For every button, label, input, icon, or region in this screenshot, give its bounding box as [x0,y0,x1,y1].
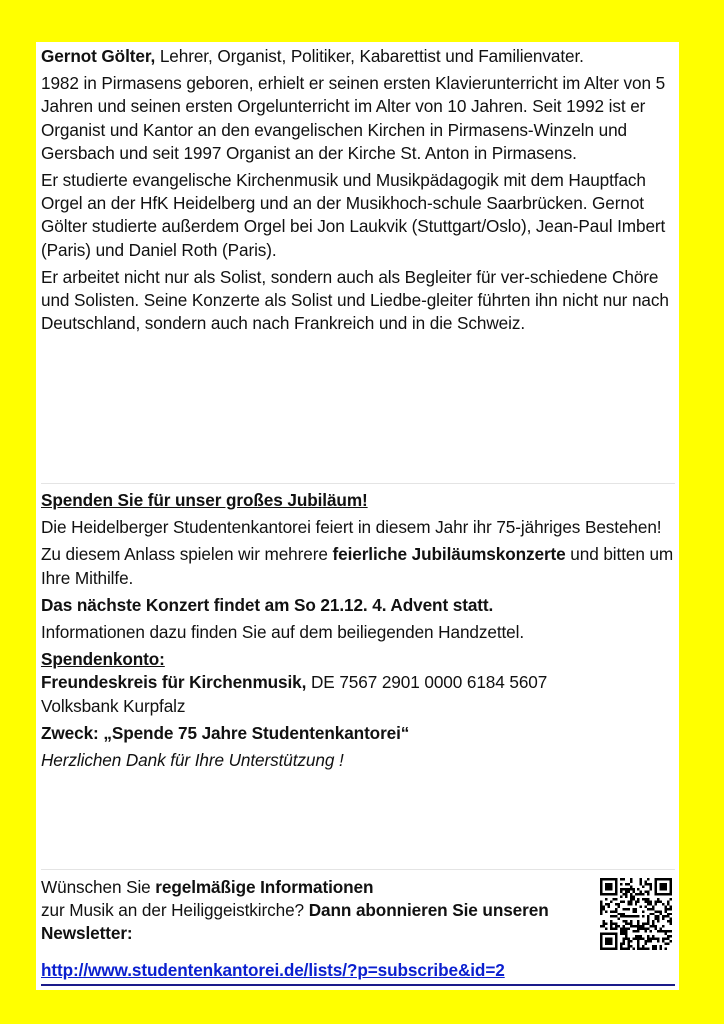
account-bank: Volksbank Kurpfalz [41,695,186,716]
qr-code-icon[interactable] [600,878,672,950]
bio-paragraph-2: Er studierte evangelische Kirchenmusik und Musikpädagogik mit dem Hauptfach Orgel an der HfK Heidelberg und an der Musikhoch-schule Saarbrücken. Gernot Gölter studierte außerdem Orgel bei Jon Laukvik (Stuttgart/Oslo), Jean-Paul Imbert (Paris) und Daniel Roth (Paris). [41,170,666,260]
donation-heading: Spenden Sie für unser großes Jubiläum! [41,490,368,510]
account-iban: DE 7567 2901 0000 6184 5607 [306,672,548,693]
donation-section [41,489,675,776]
newsletter-section: Wünschen Sie regelmäßige Informationen zur Musik an der Heiliggeistkirche? Dann abonnieren Sie unseren Newsletter: [41,877,549,944]
bio-section [41,45,675,339]
bio-paragraph-1: 1982 in Pirmasens geboren, erhielt er seinen ersten Klavierunterricht im Alter von 5 Jahren und seinen ersten Orgelunterricht im Alter von 10 Jahren. Seit 1992 ist er Organist und Kantor an den evangelischen Kirchen in Pirmasens-Winzeln und Gersbach und seit 1997 Organist an der Kirche St. Anton in Pirmasens. [41,73,666,163]
donation-next-concert: Das nächste Konzert findet am So 21.12. 4. Advent statt. [41,594,494,615]
account-details [41,671,675,717]
section-divider [41,483,675,484]
donation-paragraph-2: Zu diesem Anlass spielen wir mehrere feierliche Jubiläumskonzerte und bitten um Ihre Mithilfe. [41,544,674,588]
donation-purpose: Zweck: „Spende 75 Jahre Studentenkantorei“ [41,722,410,743]
document-page [36,42,679,990]
donation-info: Informationen dazu finden Sie auf dem beiliegenden Handzettel. [41,622,525,643]
bio-intro [41,45,675,68]
bottom-border [41,984,675,986]
bio-roles: Lehrer, Organist, Politiker, Kabarettist und Familienvater. [155,46,584,66]
account-heading: Spendenkonto: [41,649,165,670]
bio-name: Gernot Gölter, [41,46,156,66]
newsletter-link[interactable]: http://www.studentenkantorei.de/lists/?p=subscribe&id=2 [41,960,505,980]
account-name: Freundeskreis für Kirchenmusik, [41,672,307,693]
donation-thanks: Herzlichen Dank für Ihre Unterstützung ! [41,750,344,771]
section-divider [41,869,675,870]
donation-paragraph-1: Die Heidelberger Studentenkantorei feiert in diesem Jahr ihr 75-jähriges Bestehen! [41,517,662,538]
bio-paragraph-3: Er arbeitet nicht nur als Solist, sondern auch als Begleiter für ver-schiedene Chöre und Solisten. Seine Konzerte als Solist und Liedbe-gleiter führten ihn nicht nur nach Deutschland, sondern auch nach Frankreich und in die Schweiz. [41,266,669,334]
